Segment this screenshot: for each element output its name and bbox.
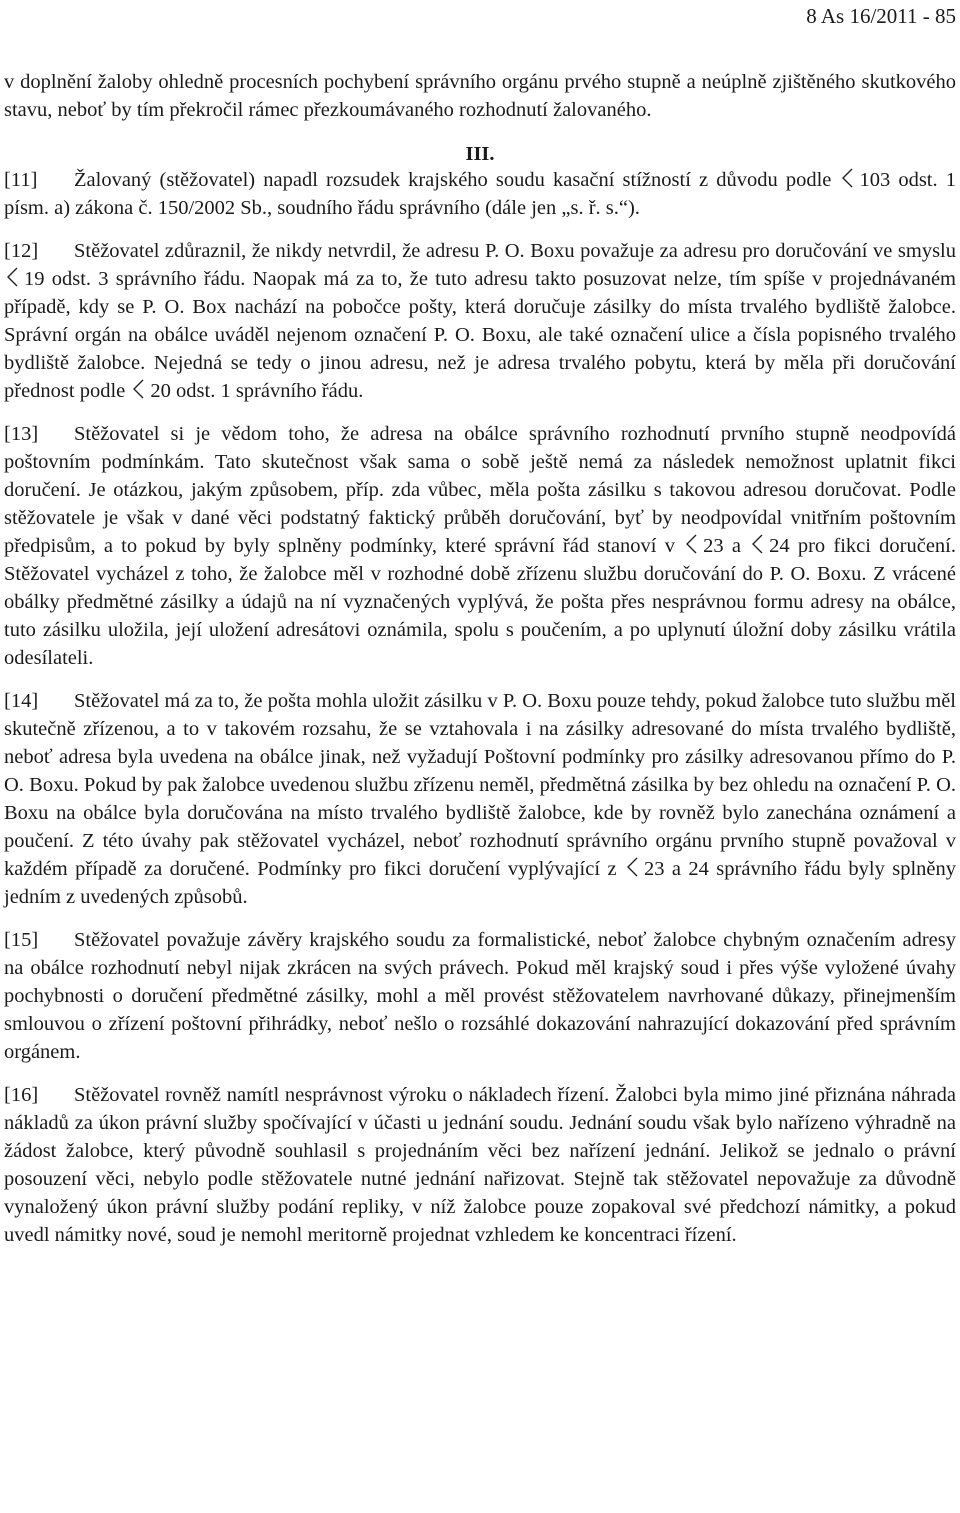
paragraph-11 [4,166,956,222]
paragraph-text: Stěžovatel si je vědom toho, že adresa na obálce správního rozhodnutí prvního stupně neodpovídá poštovním podmínkám. Tato skutečnost však sama o sobě ještě nemá za následek nemožnost uplatnit fikci doručení. Je otázkou, jakým způsobem, příp. zda vůbec, měla pošta zásilku s takovou adresou doručovat. Podle stěžovatele je však v dané věci podstatný faktický průběh doručování, byť by neodpovídal vnitřním poštovním předpisům, a to pokud by byly splněny podmínky, které správní řád stanoví v [4,423,956,557]
section-heading: III. [465,143,495,165]
paragraph-text: 20 odst. 1 správního řádu. [150,380,364,402]
paragraph-number: [11] [4,169,38,191]
section-sign-icon [626,856,640,878]
paragraph-text: Stěžovatel zdůraznil, že nikdy netvrdil, že adresu P. O. Boxu považuje za adresu pro doručování ve smyslu [74,240,956,262]
section-sign-icon [841,167,855,189]
paragraph-number: [15] [4,929,39,951]
section-sign-icon [685,533,699,555]
paragraph-number: [12] [4,240,39,262]
paragraph-text: Žalovaný (stěžovatel) napadl rozsudek krajského soudu kasační stížností z důvodu podle [74,169,832,191]
paragraph-12 [4,237,956,405]
paragraph-text: 24 pro fikci doručení. Stěžovatel vycházel z toho, že žalobce měl v rozhodné době zřízenu službu doručování do P. O. Boxu. Z vrácené obálky předmětné zásilky a údajů na ní vyznačených vyplývá, že pošta přes nesprávnou formu adresy na obálce, tuto zásilku uložila, její uložení adresátovi oznámila, spolu s poučením, a po uplynutí úložní doby zásilku vrátila odesílateli. [4,535,956,669]
section-sign-icon [6,266,20,288]
section-sign-icon [751,533,765,555]
paragraph-14 [4,687,956,911]
paragraph-continuation [4,68,956,124]
paragraph-text: 23 a 24 správního řádu byly splněny jedním z uvedených způsobů. [4,858,956,908]
paragraph-15 [4,926,956,1066]
paragraph-text: 23 a [703,535,741,557]
paragraph-16 [4,1081,956,1249]
paragraph-text: 19 odst. 3 správního řádu. Naopak má za to, že tuto adresu takto posuzovat nelze, tím spíše v projednávaném případě, kdy se P. O. Box nachází na pobočce pošty, která doručuje zásilky do místa trvalého bydliště žalobce. Správní orgán na obálce uváděl nejenom označení P. O. Boxu, ale také označení ulice a čísla popisného trvalého bydliště žalobce. Nejedná se tedy o jinou adresu, než je adresa trvalého pobytu, která by měla při doručování přednost podle [4,268,956,402]
paragraph-text: 103 odst. 1 písm. a) zákona č. 150/2002 Sb., soudního řádu správního (dále jen „s. ř. s.“). [4,169,956,219]
document-body [4,68,956,1249]
paragraph-13 [4,420,956,672]
paragraph-number: [13] [4,423,39,445]
case-reference: 8 As 16/2011 - 85 [806,4,956,28]
paragraph-number: [16] [4,1084,39,1106]
paragraph-text: Stěžovatel rovněž namítl nesprávnost výroku o nákladech řízení. Žalobci byla mimo jiné přiznána náhrada nákladů za úkon právní služby spočívající v účasti u jednání soudu. Jednání soudu však bylo nařízeno výhradně na žádost žalobce, který původně souhlasil s projednáním věci bez nařízení jednání. Jelikož se jednalo o právní posouzení věci, nebylo podle stěžovatele nutné jednání nařizovat. Stejně tak stěžovatel nepovažuje za důvodně vynaložený úkon právní služby podání repliky, v níž žalobce pouze zopakoval své předchozí námitky, a pokud uvedl námitky nové, soud je nemohl meritorně projednat vzhledem ke koncentraci řízení. [4,1084,956,1246]
paragraph-text: v doplnění žaloby ohledně procesních pochybení správního orgánu prvého stupně a neúplně zjištěného skutkového stavu, neboť by tím překročil rámec přezkoumávaného rozhodnutí žalovaného. [4,71,956,121]
paragraph-number: [14] [4,690,39,712]
section-sign-icon [132,378,146,400]
paragraph-text: Stěžovatel má za to, že pošta mohla uložit zásilku v P. O. Boxu pouze tehdy, pokud žalobce tuto službu měl skutečně zřízenou, a to v takovém rozsahu, že se vztahovala i na zásilky adresované do místa trvalého bydliště, neboť adresa byla uvedena na obálce jinak, než vyžadují Poštovní podmínky pro zásilky adresovanou přímo do P. O. Boxu. Pokud by pak žalobce uvedenou službu zřízenu neměl, předmětná zásilka by bez ohledu na označení P. O. Boxu na obálce byla doručována na místo trvalého bydliště žalobce, kde by rovněž bylo zanechána oznámení a poučení. Z této úvahy pak stěžovatel vycházel, neboť rozhodnutí správního orgánu prvního stupně považoval v každém případě za doručené. Podmínky pro fikci doručení vyplývající z [4,690,956,880]
paragraph-text: Stěžovatel považuje závěry krajského soudu za formalistické, neboť žalobce chybným označením adresy na obálce rozhodnutí nebyl nijak zkrácen na svých právech. Pokud měl krajský soud i přes výše vyložené úvahy pochybnosti o doručení předmětné zásilky, mohl a měl provést stěžovatelem navrhované důkazy, přinejmenším smlouvou o zřízení poštovní přihrádky, neboť nešlo o rozsáhlé dokazování nahrazující dokazování před správním orgánem. [4,929,956,1063]
